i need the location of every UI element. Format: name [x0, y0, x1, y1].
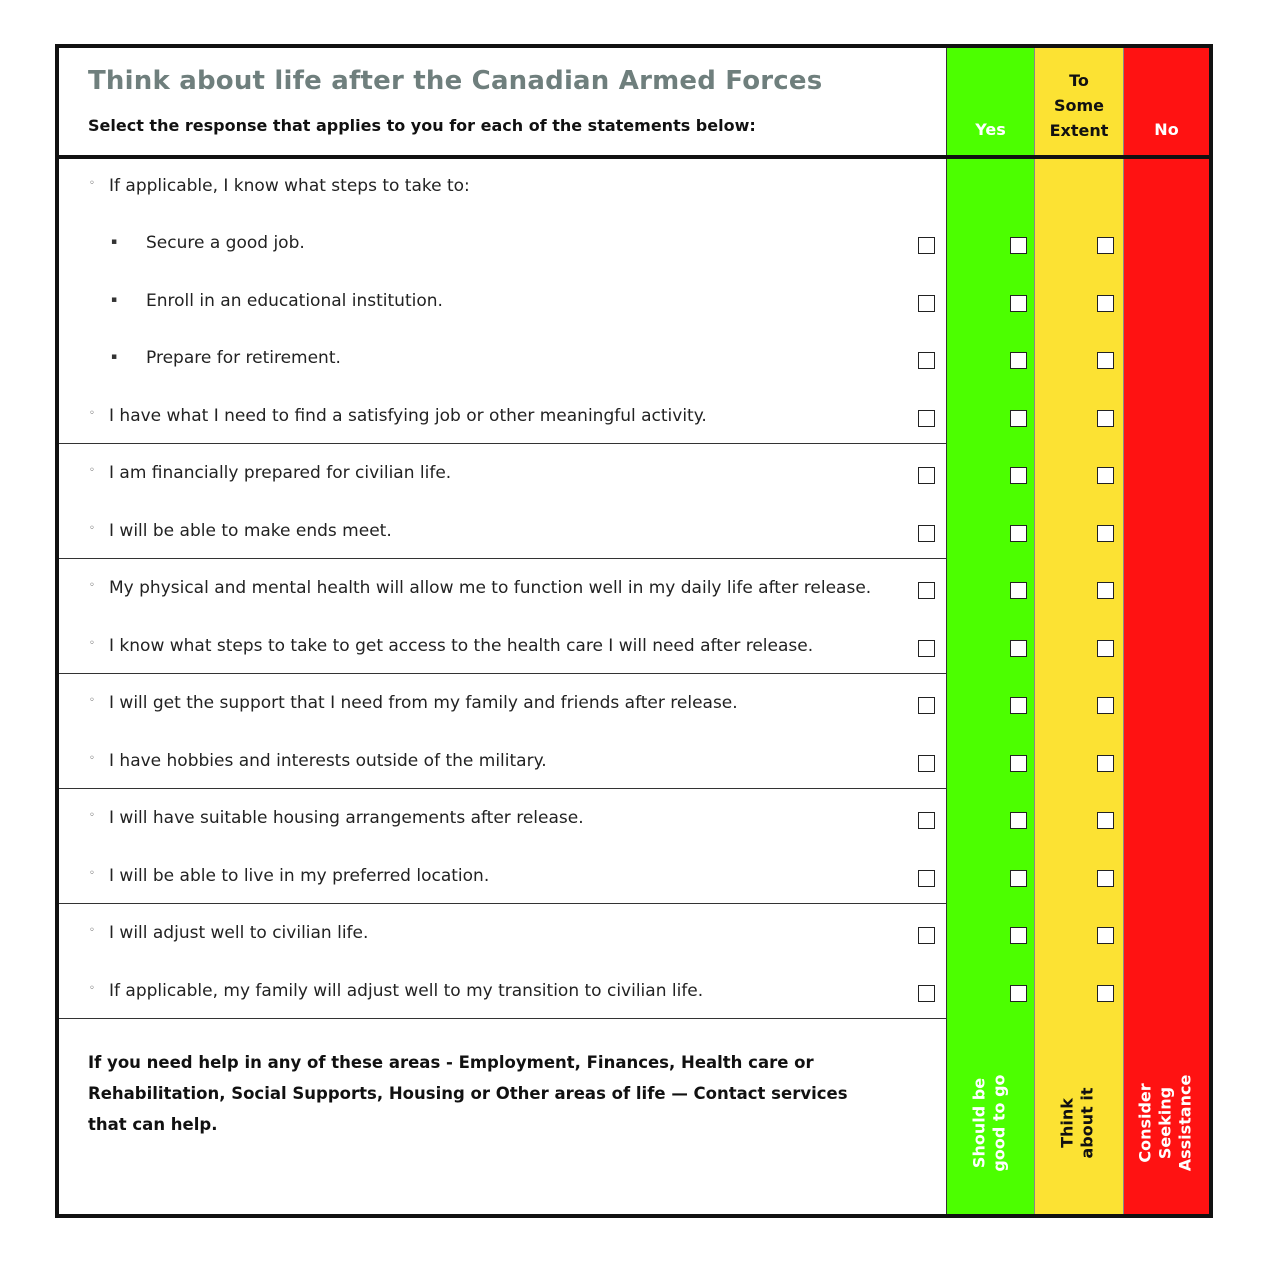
no-checkbox[interactable] [1097, 525, 1114, 542]
no-checkbox[interactable] [1097, 697, 1114, 714]
statement-text: I will be able to live in my preferred location. [109, 866, 490, 886]
to-some-extent-checkbox[interactable] [1010, 467, 1027, 484]
statement-row [59, 288, 946, 318]
statement-text: I will have suitable housing arrangements after release. [109, 808, 584, 828]
yes-column [946, 48, 1034, 1214]
section-divider [59, 788, 946, 789]
yes-checkbox[interactable] [918, 640, 935, 657]
section-divider [59, 1018, 946, 1019]
yes-checkbox[interactable] [918, 697, 935, 714]
yes-checkbox[interactable] [918, 352, 935, 369]
square-bullet-icon: ▪ [111, 352, 118, 362]
to-some-extent-checkbox[interactable] [1010, 812, 1027, 829]
statement-text: If applicable, my family will adjust well to my transition to civilian life. [109, 981, 704, 1001]
statement-row [59, 173, 946, 203]
no-header: No [1154, 120, 1179, 139]
guidance-line: Assistance [1174, 1074, 1194, 1172]
circle-bullet-icon: ◦ [89, 810, 95, 821]
no-column [1123, 48, 1209, 1214]
yes-guidance [969, 1074, 1009, 1171]
statement-text: I am financially prepared for civilian life. [109, 463, 452, 483]
header-line: To [1069, 71, 1089, 90]
section-divider [59, 673, 946, 674]
circle-bullet-icon: ◦ [89, 695, 95, 706]
help-line: If you need help in any of these areas - Employment, Finances, Health care or [88, 1053, 814, 1072]
to-some-extent-checkbox[interactable] [1010, 352, 1027, 369]
to-some-extent-checkbox[interactable] [1010, 582, 1027, 599]
to-some-extent-checkbox[interactable] [1010, 927, 1027, 944]
no-checkbox[interactable] [1097, 582, 1114, 599]
header-divider [59, 155, 1209, 159]
circle-bullet-icon: ◦ [89, 753, 95, 764]
yes-checkbox[interactable] [918, 467, 935, 484]
statement-text: I will get the support that I need from my family and friends after release. [109, 693, 738, 713]
guidance-line: Consider [1134, 1083, 1154, 1163]
to-some-extent-checkbox[interactable] [1010, 295, 1027, 312]
yes-header: Yes [975, 120, 1006, 139]
no-guidance [1135, 1075, 1195, 1172]
circle-bullet-icon: ◦ [89, 408, 95, 419]
section-divider [59, 443, 946, 444]
yes-checkbox[interactable] [918, 582, 935, 599]
statement-row [59, 460, 946, 490]
yes-checkbox[interactable] [918, 755, 935, 772]
statement-text: Enroll in an educational institution. [146, 291, 443, 311]
yes-checkbox[interactable] [918, 410, 935, 427]
header-line: Some [1053, 96, 1105, 115]
yes-checkbox[interactable] [918, 812, 935, 829]
statement-text: Secure a good job. [146, 233, 305, 253]
no-checkbox[interactable] [1097, 467, 1114, 484]
instructions: Select the response that applies to you for each of the statements below: [88, 116, 756, 135]
header-line: Extent [1049, 121, 1109, 140]
statement-text: I have hobbies and interests outside of the military. [109, 751, 547, 771]
guidance-line: Should be [969, 1077, 989, 1169]
statement-row [59, 575, 946, 605]
yes-checkbox[interactable] [918, 985, 935, 1002]
statement-row [59, 403, 946, 433]
to-some-extent-checkbox[interactable] [1010, 640, 1027, 657]
yes-checkbox[interactable] [918, 525, 935, 542]
page-title: Think about life after the Canadian Armed Forces [88, 66, 823, 96]
statement-text: My physical and mental health will allow me to function well in my daily life after release. [109, 578, 872, 598]
some-guidance [1057, 1088, 1097, 1159]
no-checkbox[interactable] [1097, 410, 1114, 427]
yes-checkbox[interactable] [918, 927, 935, 944]
statement-text: I will adjust well to civilian life. [109, 923, 369, 943]
statement-row [59, 633, 946, 663]
to-some-extent-checkbox[interactable] [1010, 410, 1027, 427]
circle-bullet-icon: ◦ [89, 580, 95, 591]
no-checkbox[interactable] [1097, 237, 1114, 254]
yes-checkbox[interactable] [918, 870, 935, 887]
circle-bullet-icon: ◦ [89, 925, 95, 936]
no-checkbox[interactable] [1097, 295, 1114, 312]
to-some-extent-checkbox[interactable] [1010, 755, 1027, 772]
yes-checkbox[interactable] [918, 295, 935, 312]
guidance-line: good to go [989, 1074, 1009, 1172]
statement-text: I have what I need to find a satisfying job or other meaningful activity. [109, 406, 707, 426]
statement-text: I know what steps to take to get access to the health care I will need after release. [109, 636, 814, 656]
guidance-line: Seeking [1154, 1086, 1174, 1160]
no-checkbox[interactable] [1097, 352, 1114, 369]
no-checkbox[interactable] [1097, 640, 1114, 657]
circle-bullet-icon: ◦ [89, 465, 95, 476]
square-bullet-icon: ▪ [111, 295, 118, 305]
checklist-table [55, 44, 1213, 1218]
circle-bullet-icon: ◦ [89, 983, 95, 994]
help-message [88, 1047, 868, 1140]
statement-row [59, 748, 946, 778]
help-line: Rehabilitation, Social Supports, Housing or Other areas of life — Contact services [88, 1084, 848, 1103]
statement-row [59, 690, 946, 720]
to-some-extent-checkbox[interactable] [1010, 237, 1027, 254]
to-some-extent-checkbox[interactable] [1010, 870, 1027, 887]
statement-text: If applicable, I know what steps to take to: [109, 176, 470, 196]
guidance-line: about it [1076, 1087, 1096, 1159]
statement-row [59, 920, 946, 950]
statement-text: I will be able to make ends meet. [109, 521, 392, 541]
circle-bullet-icon: ◦ [89, 638, 95, 649]
circle-bullet-icon: ◦ [89, 178, 95, 189]
circle-bullet-icon: ◦ [89, 523, 95, 534]
help-line: that can help. [88, 1115, 218, 1134]
to-some-extent-checkbox[interactable] [1010, 697, 1027, 714]
statement-row [59, 345, 946, 375]
statement-row [59, 805, 946, 835]
to-some-extent-checkbox[interactable] [1010, 985, 1027, 1002]
statement-text: Prepare for retirement. [146, 348, 341, 368]
section-divider [59, 558, 946, 559]
statement-row [59, 863, 946, 893]
to-some-extent-header [1035, 68, 1123, 143]
section-divider [59, 903, 946, 904]
statement-row [59, 978, 946, 1008]
no-checkbox[interactable] [1097, 927, 1114, 944]
no-checkbox[interactable] [1097, 755, 1114, 772]
no-checkbox[interactable] [1097, 870, 1114, 887]
statement-row [59, 230, 946, 260]
to-some-extent-checkbox[interactable] [1010, 525, 1027, 542]
circle-bullet-icon: ◦ [89, 868, 95, 879]
square-bullet-icon: ▪ [111, 237, 118, 247]
to-some-extent-column [1034, 48, 1123, 1214]
yes-checkbox[interactable] [918, 237, 935, 254]
no-checkbox[interactable] [1097, 812, 1114, 829]
no-checkbox[interactable] [1097, 985, 1114, 1002]
guidance-line: Think [1056, 1098, 1076, 1148]
statement-row [59, 518, 946, 548]
